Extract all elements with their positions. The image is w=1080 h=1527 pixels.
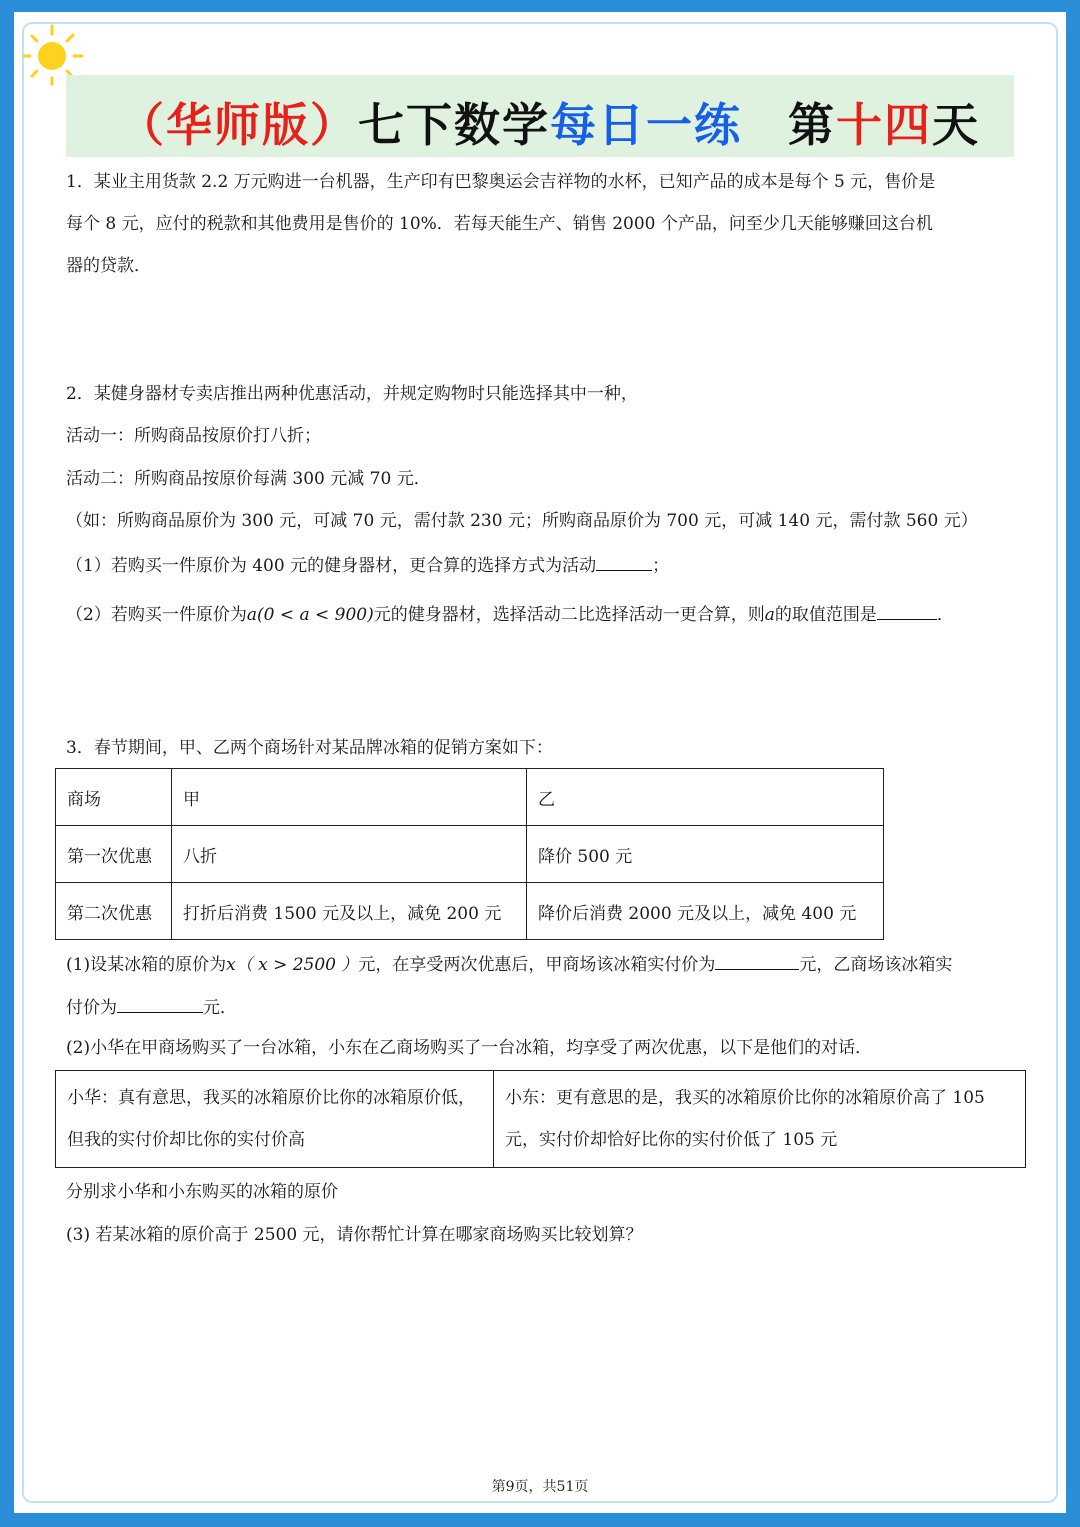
table-row bbox=[56, 826, 884, 883]
q2-line4: （如：所购商品原价为 300 元，可减 70 元，需付款 230 元；所购商品原价为 700 元，可减 140 元，需付款 560 元） bbox=[66, 511, 978, 531]
page-title: （华师版）七下数学每日一练 bbox=[118, 98, 742, 152]
q2-line2: 活动一：所购商品按原价打八折； bbox=[66, 426, 321, 446]
q2-sub2: （2）若购买一件原价为a(0 < a < 900)元的健身器材，选择活动二比选择活动一更合算，则a的取值范围是 ． bbox=[66, 605, 954, 625]
q1-line2: 每个 8 元，应付的税款和其他费用是售价的 10%．若每天能生产、销售 2000 个产品，问至少几天能够赚回这台机 bbox=[66, 214, 933, 234]
dialogue-xiaohua: 小华：真有意思，我买的冰箱原价比你的冰箱原价低，但我的实付价却比你的实付价高 bbox=[56, 1071, 494, 1168]
q1-line3: 器的贷款． bbox=[66, 256, 151, 276]
table-cell: 第二次优惠 bbox=[56, 883, 172, 940]
table-cell: 甲 bbox=[172, 769, 527, 826]
q2-sub1: （1）若购买一件原价为 400 元的健身器材，更合算的选择方式为活动 ； bbox=[66, 556, 670, 576]
dialogue-table bbox=[55, 1070, 1026, 1168]
answer-blank[interactable] bbox=[117, 996, 203, 1013]
table-cell: 商场 bbox=[56, 769, 172, 826]
q2-line3: 活动二：所购商品按原价每满 300 元减 70 元． bbox=[66, 469, 431, 489]
q1-line1: 1．某业主用货款 2.2 万元购进一台机器，生产印有巴黎奥运会吉祥物的水杯，已知产品的成本是每个 5 元，售价是 bbox=[66, 172, 936, 192]
answer-blank[interactable] bbox=[877, 603, 937, 620]
table-cell: 第一次优惠 bbox=[56, 826, 172, 883]
q3-intro: 3．春节期间，甲、乙两个商场针对某品牌冰箱的促销方案如下： bbox=[66, 738, 553, 758]
table-cell: 乙 bbox=[527, 769, 884, 826]
page-inner-border bbox=[22, 22, 1058, 1503]
q2-line1: 2．某健身器材专卖店推出两种优惠活动，并规定购物时只能选择其中一种， bbox=[66, 384, 638, 404]
table-cell: 降价 500 元 bbox=[527, 826, 884, 883]
table-row bbox=[56, 1071, 1026, 1168]
q3-sub2-ask: 分别求小华和小东购买的冰箱的原价 bbox=[66, 1182, 338, 1202]
page-number: 第9页，共51页 bbox=[491, 1479, 589, 1495]
q3-sub3: (3) 若某冰箱的原价高于 2500 元，请你帮忙计算在哪家商场购买比较划算？ bbox=[66, 1225, 643, 1245]
answer-blank[interactable] bbox=[596, 554, 652, 571]
table-cell: 八折 bbox=[172, 826, 527, 883]
day-label: 第十四天 bbox=[788, 98, 980, 152]
dialogue-xiaodong: 小东：更有意思的是，我买的冰箱原价比你的冰箱原价高了 105 元，实付价却恰好比你的实付价低了 105 元 bbox=[494, 1071, 1026, 1168]
table-cell: 降价后消费 2000 元及以上，减免 400 元 bbox=[527, 883, 884, 940]
q3-sub1-line2: 付价为 元． bbox=[66, 998, 237, 1018]
table-row bbox=[56, 883, 884, 940]
q3-sub2: (2)小华在甲商场购买了一台冰箱，小东在乙商场购买了一台冰箱，均享受了两次优惠，以下是他们的对话． bbox=[66, 1038, 873, 1058]
q3-sub1-line1: (1)设某冰箱的原价为x（ x > 2500 ）元，在享受两次优惠后，甲商场该冰箱实付价为 元，乙商场该冰箱实 bbox=[66, 955, 953, 975]
table-cell: 打折后消费 1500 元及以上，减免 200 元 bbox=[172, 883, 527, 940]
promotion-table bbox=[55, 768, 884, 940]
title-banner bbox=[66, 75, 1014, 157]
table-row bbox=[56, 769, 884, 826]
answer-blank[interactable] bbox=[715, 953, 799, 970]
